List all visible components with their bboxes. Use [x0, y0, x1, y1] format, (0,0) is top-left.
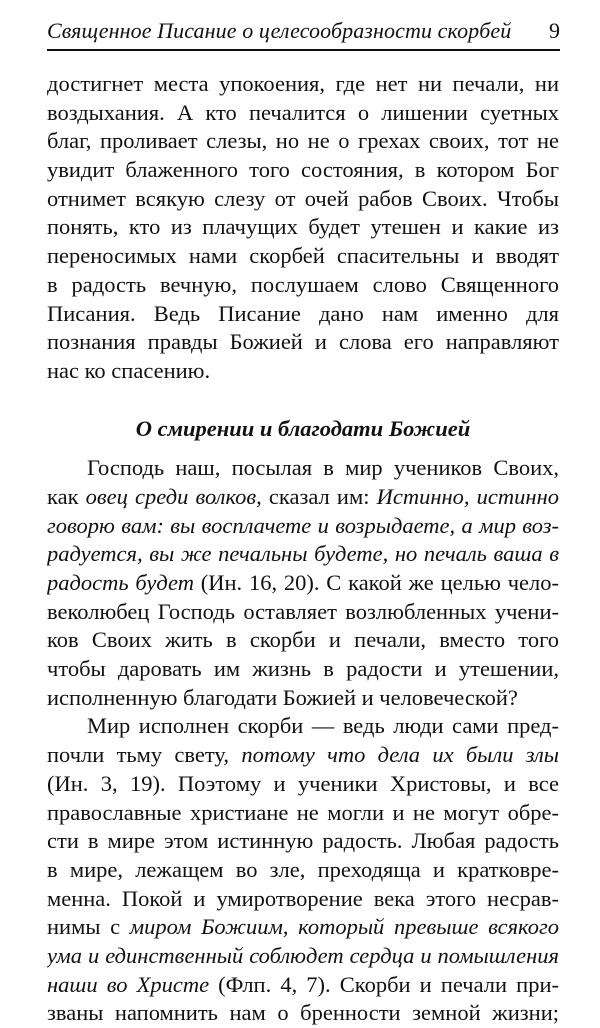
spacer [47, 443, 559, 454]
quote-italic: радость будет [47, 570, 194, 595]
header-rule [47, 49, 560, 51]
text-line: как овец среди волков, сказал им: Истинно, истинно [47, 483, 559, 509]
page-number: 9 [549, 18, 560, 43]
text-line: (Ин. 3, 19). Поэтому и ученики Христовы, и все [47, 770, 559, 796]
text-line: увидит блаженного того состояния, в котором Бог [47, 157, 559, 183]
text-line: достигнет места упокоения, где нет ни печали, ни [47, 71, 559, 96]
text-line: чтобы даровать им жизнь в радости и утешении, [47, 656, 559, 682]
text-line: отнимет всякую слезу от очей рабов Своих. Чтобы [47, 185, 559, 211]
quote-italic: миром Божиим, который превыше всякого [129, 914, 559, 940]
text-line: благ, проливает слезы, но не о грехах своих, тот не [47, 128, 559, 154]
text-line: Господь наш, посылая в мир учеников Своих, [87, 455, 559, 481]
text-line: нас ко спасению. [47, 357, 211, 383]
quote-italic: потому что дела их были злы [241, 742, 559, 768]
text-line: ков Своих жить в скорби и печали, вместо того [47, 627, 559, 653]
section-heading: О смирении и благодати Божией [135, 415, 471, 441]
text-line: в радость вечную, послушаем слово Священного [47, 271, 559, 297]
text-line: наши во Христе (Флп. 4, 7). Скорби и печали при- [47, 971, 559, 997]
quote-italic: Истинно, истинно [376, 483, 559, 509]
text-line: веколюбец Господь оставляет возлюбленных учени- [47, 598, 559, 624]
text-line: воздыхания. А кто печалится о лишении суетных [47, 99, 559, 125]
quote-line: радуется, вы же печальны будете, но печаль ваша в [47, 541, 559, 567]
text-line: понять, кто из плачущих будет утешен и какие из [47, 214, 559, 240]
paragraph-continuation [47, 70, 559, 386]
spacer [47, 386, 559, 415]
text-line: переносимых нами скорбей спасительны и вводят [47, 243, 559, 269]
paragraph-lord-disciples [47, 454, 559, 712]
text-line: православные христиане не могли и не могут обре- [47, 799, 559, 825]
quote-italic: овец среди волков, [85, 483, 262, 509]
page-header [47, 14, 560, 48]
text-line: почли тьму свету, потому что дела их были злы [47, 742, 559, 768]
quote-italic: наши во Христе [47, 971, 210, 997]
text-line: сти в мире этом истинную радость. Любая радость [47, 828, 559, 854]
text-line: исполненную благодати Божией и человеческой? [47, 684, 518, 710]
body-text [47, 70, 559, 1028]
text-line: нимы с миром Божиим, который превыше всякого [47, 914, 559, 940]
text-line: званы напомнить нам о бренности земной жизни; [47, 1000, 559, 1026]
text-line: Мир исполнен скорби — ведь люди сами пред- [87, 713, 559, 739]
text-line: в мире, лежащем во зле, преходяща и кратковре- [47, 856, 559, 882]
paragraph-world-sorrow [47, 712, 559, 1028]
text-line: менна. Покой и умиротворение века этого несрав- [47, 885, 559, 911]
text-line: радость будет (Ин. 16, 20). С какой же целью чело- [47, 570, 559, 595]
text-line: Писания. Ведь Писание дано нам именно для [47, 300, 559, 326]
text-line: познания правды Божией и слова его направляют [47, 329, 559, 355]
running-title: Священное Писание о целесообразности скорбей [47, 18, 512, 43]
quote-line: ума и единственный соблюдет сердца и помышления [47, 942, 559, 968]
quote-line: говорю вам: вы восплачете и возрыдаете, а мир воз- [47, 512, 559, 538]
